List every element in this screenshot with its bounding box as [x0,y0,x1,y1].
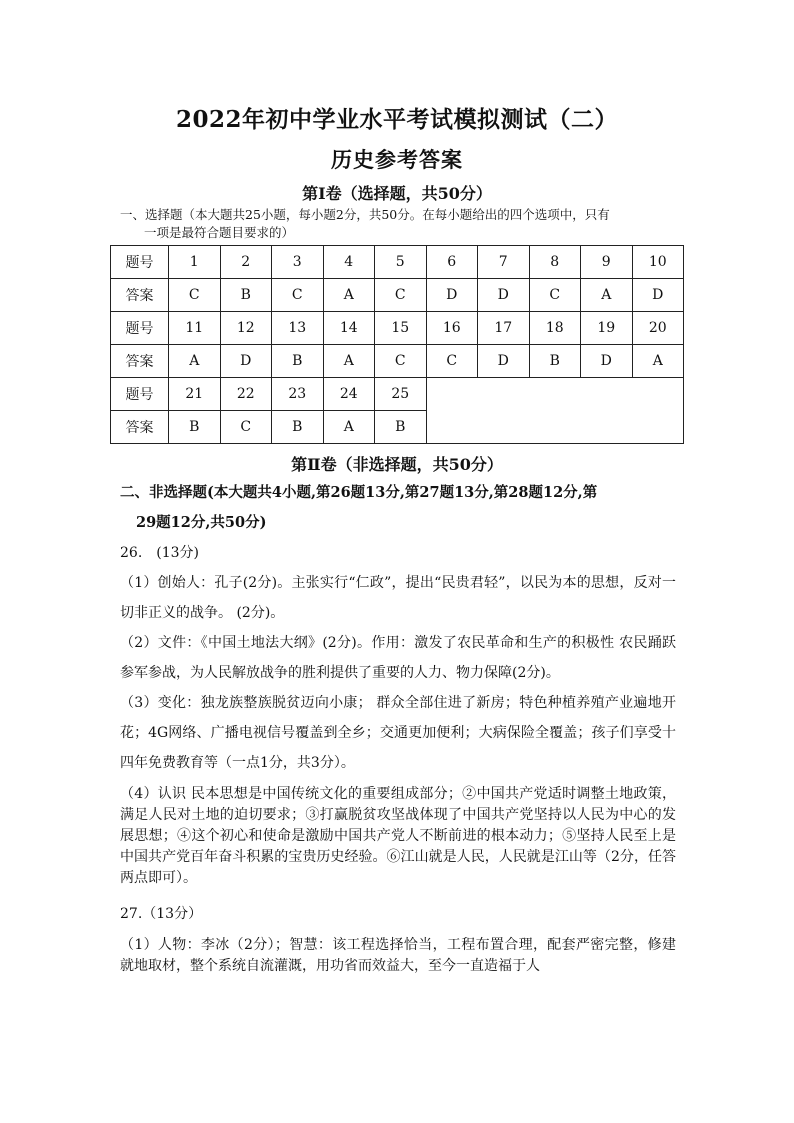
answer-cell: C [375,279,427,312]
row-label: 答案 [111,411,169,444]
q26-part1: （1）创始人：孔子(2分)。主张实行“仁政”，提出“民贵君轻”，以民为本的思想，反对一切非正义的战争。 (2分)。 [120,575,676,621]
row-label: 题号 [111,312,169,345]
answer-cell: B [272,411,324,444]
question-number: 15 [375,312,427,345]
question-number: 10 [632,246,684,279]
part2-instr-line2: 29题12分,共50分) [136,514,267,531]
answer-cell: D [581,345,633,378]
answer-cell: B [272,345,324,378]
row-label: 答案 [111,345,169,378]
answer-cell: C [220,411,272,444]
part1-heading: 第Ⅰ卷（选择题，共50分） [302,184,492,203]
answer-cell: C [529,279,581,312]
q27-part1: （1）人物：李冰（2分）；智慧：该工程选择恰当，工程布置合理，配套严密完整，修建就地取材，整个系统自流灌溉，用功省而效益大，至今一直造福于人 [120,937,676,974]
page-title: 2022年初中学业水平考试模拟测试（二） [175,106,618,133]
answer-cell: D [478,279,530,312]
table-row [111,378,684,411]
question-number: 1 [169,246,221,279]
answer-cell: D [632,279,684,312]
question-number: 12 [220,312,272,345]
question-27-heading: 27.（13分） [120,906,203,922]
question-number: 11 [169,312,221,345]
question-26-heading: 26. (13分) [120,545,200,561]
answer-cell: C [426,345,478,378]
question-number: 19 [581,312,633,345]
spacer [120,889,676,899]
answer-cell: C [272,279,324,312]
question-number: 7 [478,246,530,279]
table-row [111,246,684,279]
part2-instructions [120,478,680,538]
part1-instr-line2: 一项是最符合题目要求的） [144,225,295,240]
question-number: 22 [220,378,272,411]
answer-cell: B [375,411,427,444]
question-number: 8 [529,246,581,279]
answer-cell: A [323,411,375,444]
answer-cell: D [426,279,478,312]
answer-cell: D [220,345,272,378]
answer-cell: A [323,279,375,312]
answer-cell: B [529,345,581,378]
table-row [111,345,684,378]
q26-part3: （3）变化：独龙族整族脱贫迈向小康； 群众全部住进了新房；特色种植养殖产业遍地开花；4G网络、广播电视信号覆盖到全乡；交通更加便利；大病保险全覆盖；孩子们享受十四年免费教育等（一点1分，共3分）。 [120,695,676,771]
table-row [111,279,684,312]
question-number: 16 [426,312,478,345]
question-number: 21 [169,378,221,411]
part2-heading: 第Ⅱ卷（非选择题，共50分） [291,455,503,474]
answer-cell: B [169,411,221,444]
page-subtitle: 历史参考答案 [331,147,463,172]
question-number: 3 [272,246,324,279]
question-number: 24 [323,378,375,411]
answer-cell: D [478,345,530,378]
answer-cell: A [169,345,221,378]
empty-area [426,378,684,444]
answer-cell: A [581,279,633,312]
question-number: 18 [529,312,581,345]
answer-cell: B [220,279,272,312]
answer-table [110,245,684,444]
part1-instr-line1: 一、选择题（本大题共25小题，每小题2分，共50分。在每小题给出的四个选项中，只有 [120,207,610,222]
question-number: 6 [426,246,478,279]
question-number: 5 [375,246,427,279]
answer-cell: A [323,345,375,378]
question-number: 25 [375,378,427,411]
question-number: 4 [323,246,375,279]
answer-cell: A [632,345,684,378]
q26-part4: （4）认识 民本思想是中国传统文化的重要组成部分；②中国共产党适时调整土地政策，满足人民对土地的迫切要求；③打赢脱贫攻坚战体现了中国共产党坚持以人民为中心的发展思想；④这个初心和使命是激励中国共产党人不断前进的根本动力；⑤坚持人民至上是中国共产党百年奋斗积累的宝贵历史经验。⑥江山就是人民，人民就是江山等（2分，任答两点即可）。 [120,786,676,886]
question-number: 23 [272,378,324,411]
answer-cell: C [169,279,221,312]
question-number: 20 [632,312,684,345]
question-number: 17 [478,312,530,345]
q26-part2: （2）文件：《中国土地法大纲》(2分)。作用：激发了农民革命和生产的积极性 农民踊跃参军参战，为人民解放战争的胜利提供了重要的人力、物力保障(2分)。 [120,635,676,681]
table-row [111,312,684,345]
question-number: 14 [323,312,375,345]
question-number: 9 [581,246,633,279]
question-number: 13 [272,312,324,345]
part2-instr-line1: 二、非选择题(本大题共4小题,第26题13分,第27题13分,第28题12分,第 [120,484,598,501]
question-number: 2 [220,246,272,279]
row-label: 题号 [111,378,169,411]
answer-body [120,538,676,977]
row-label: 答案 [111,279,169,312]
row-label: 题号 [111,246,169,279]
part1-instructions [120,206,680,242]
answer-cell: C [375,345,427,378]
